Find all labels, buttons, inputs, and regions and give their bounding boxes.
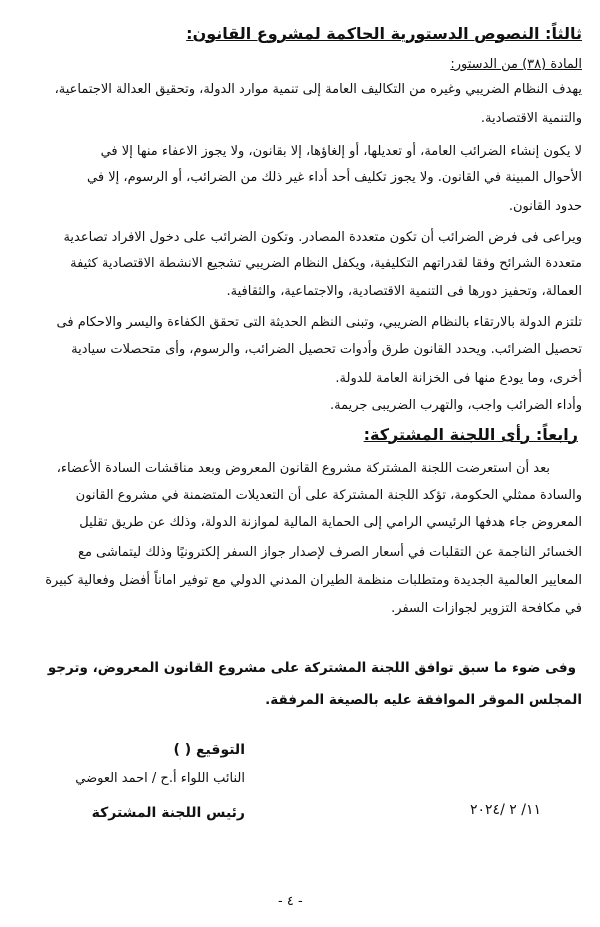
section3-line-5: حدود القانون. [508,199,582,214]
section3-line-2: والتنمية الاقتصادية. [480,111,582,126]
conclusion-line-2: المجلس الموقر الموافقة عليه بالصيغة المرفقة. [265,692,582,708]
section4-line-4: الخسائر الناجمة عن التقلبات في أسعار الصرف لإصدار جواز السفر إلكترونيًا وذلك ليتماشى مع [78,545,582,560]
signature-label: التوقيع ( ) [173,742,245,758]
section3-line-6: ويراعى فى فرض الضرائب أن تكون متعددة المصادر. وتكون الضرائب على دخول الافراد تصاعدية [63,230,582,245]
section4-line-6: في مكافحة التزوير لجوازات السفر. [391,601,582,616]
section3-line-9: تلتزم الدولة بالارتقاء بالنظام الضريبي، وتبنى النظم الحديثة التى تحقق الكفاءة واليسر والاحكام فى [56,315,582,330]
document-date: ١١/ ٢ /٢٠٢٤ [470,802,541,818]
section4-line-5: المعايير العالمية الجديدة ومتطلبات منظمة الطيران المدني الدولي مع توفير اماناً أفضل وفعالية كبيرة [45,573,582,588]
article-reference: المادة (٣٨) من الدستور: [450,57,582,72]
section3-line-4: الأحوال المبينة في القانون. ولا يجوز تكليف أحد أداء غير ذلك من الضرائب، أو الرسوم، إلا في [87,170,582,185]
section3-title: ثالثاً: النصوص الدستورية الحاكمة لمشروع القانون: [186,24,582,43]
section3-line-7: متعددة الشرائح وفقا لقدراتهم التكليفية، ويكفل النظام الضريبي تشجيع الانشطة الاقتصادية كثيفة [70,256,582,271]
section3-line-12: وأداء الضرائب واجب، والتهرب الضريبى جريمة. [330,398,582,413]
page-number: - ٤ - [278,894,303,909]
conclusion-line-1: وفى ضوء ما سبق توافق اللجنة المشتركة على مشروع القانون المعروض، وترجو [47,660,576,676]
section3-line-3: لا يكون إنشاء الضرائب العامة، أو تعديلها، أو إلغاؤها، إلا بقانون، ولا يجوز الاعفاء منها إلا في [100,144,582,159]
section3-line-8: العمالة، وتحفيز دورها فى التنمية الاقتصادية، والاجتماعية، والثقافية. [226,284,582,299]
section4-line-3: المعروض جاء هدفها الرئيسي الرامي إلى الحماية المالية لموازنة الدولة، وذلك عن طريق تقليل [79,515,582,530]
section4-line-1: بعد أن استعرضت اللجنة المشتركة مشروع القانون المعروض وبعد مناقشات السادة الأعضاء، [56,461,550,476]
section4-title: رابعاً: رأى اللجنة المشتركة: [363,425,578,444]
section3-line-11: أخرى، وما يودع منها فى الخزانة العامة للدولة. [335,371,582,386]
signatory-name: النائب اللواء أ.ح / احمد العوضي [75,771,245,786]
section3-line-10: تحصيل الضرائب. ويحدد القانون طرق وأدوات تحصيل الضرائب، والرسوم، وأى متحصلات سيادية [71,342,582,357]
section3-line-1: يهدف النظام الضريبي وغيره من التكاليف العامة إلى تنمية موارد الدولة، وتحقيق العدالة الاجتماعية، [54,82,582,97]
section4-line-2: والسادة ممثلي الحكومة، تؤكد اللجنة المشتركة على أن التعديلات المتضمنة في مشروع القانون [75,488,582,503]
signatory-title: رئيس اللجنة المشتركة [91,805,245,821]
